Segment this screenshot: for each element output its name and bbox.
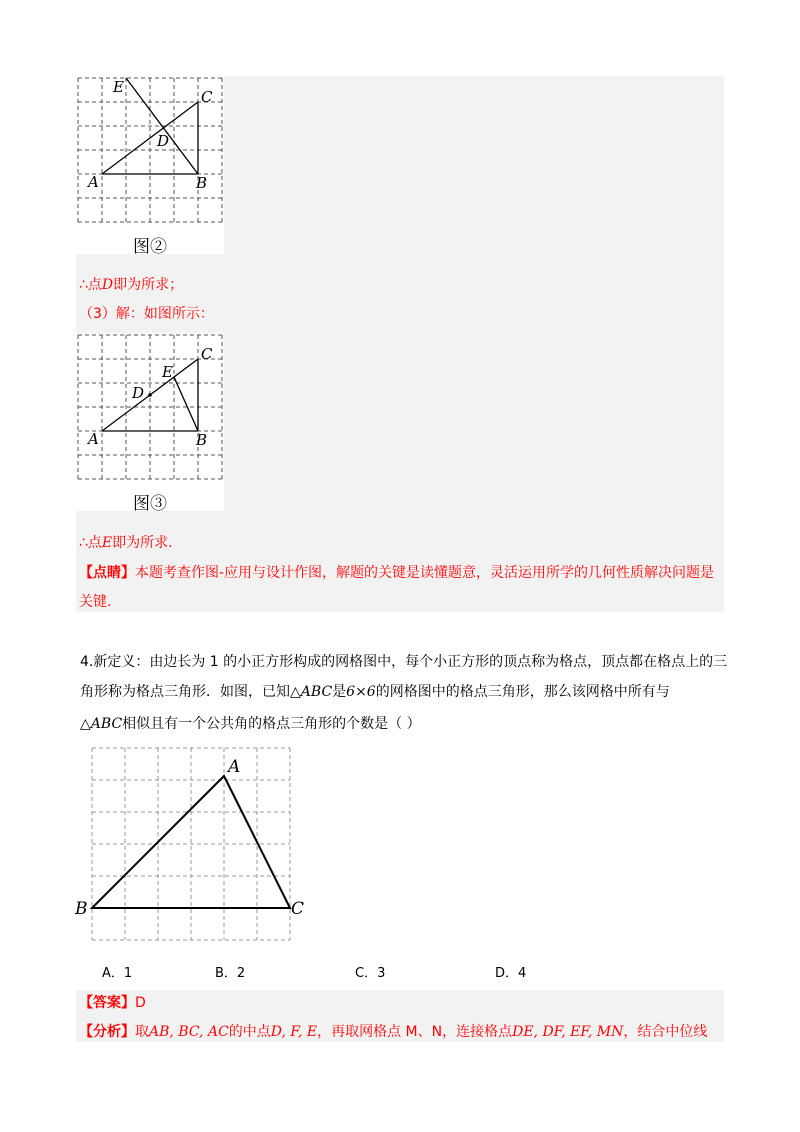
analysis-tag: 【分析】	[79, 1024, 135, 1040]
triangle-symbol-2: △	[80, 716, 91, 732]
question-text-2a: 角形称为格点三角形．如图，已知	[80, 684, 290, 700]
question-label-C: C	[291, 899, 305, 919]
fig2-label-D: D	[157, 132, 170, 150]
fig3-label-E: E	[162, 363, 173, 381]
option-a[interactable]: A．1	[102, 966, 133, 981]
triangle-abc-1: ABC	[300, 684, 333, 700]
analysis-text-1: 取	[135, 1024, 149, 1040]
question-label-B: B	[75, 899, 88, 919]
figure-3-diagram	[76, 333, 224, 511]
fig2-label-C: C	[201, 88, 213, 106]
figure-2	[76, 76, 224, 257]
comment-text-1: 本题考查作图-应用与设计作图，解题的关键是读懂题意，灵活运用所学的几何性质解决问题是	[135, 565, 715, 581]
conclusion-line-2	[79, 533, 173, 553]
analysis-text-2: 的中点	[228, 1024, 271, 1040]
analysis-text-3: ，再取网格点 M、N，连接格点	[317, 1024, 513, 1040]
conclusion-2-prefix: ∴点	[79, 535, 102, 551]
question-line-3	[80, 714, 421, 734]
option-d[interactable]: D．4	[495, 966, 527, 981]
comment-line-2: 关键.	[79, 594, 112, 610]
question-text-2b: 是	[332, 684, 347, 700]
analysis-math-3: DE, DF, EF, MN	[512, 1024, 624, 1040]
question-line-1	[80, 652, 727, 672]
question-label-A: A	[228, 757, 241, 777]
fig3-label-D: D	[132, 384, 145, 402]
figure-2-diagram	[76, 76, 224, 254]
conclusion-line-1	[79, 275, 183, 295]
question-figure-diagram	[72, 744, 312, 944]
question-text-1: 新定义：由边长为 1 的小正方形构成的网格图中，每个小正方形的顶点称为格点，顶点都在格点上的三	[93, 654, 728, 670]
comment-line-1	[79, 563, 714, 583]
figure-3-caption: 图③	[133, 494, 167, 514]
fig2-label-E: E	[113, 78, 124, 96]
analysis-text-4: ，结合中位线	[623, 1024, 708, 1040]
part-3-line: （3）解：如图所示：	[79, 306, 214, 322]
conclusion-1-suffix: 即为所求；	[113, 277, 184, 293]
comment-tag: 【点睛】	[79, 565, 135, 581]
conclusion-1-var: D	[101, 277, 114, 293]
grid-size: 6×6	[346, 684, 376, 700]
fig3-label-A: A	[88, 430, 99, 448]
fig3-label-C: C	[201, 345, 213, 363]
analysis-line	[79, 1022, 707, 1042]
question-figure	[72, 744, 312, 944]
conclusion-1-prefix: ∴点	[79, 277, 102, 293]
option-b[interactable]: B．2	[215, 966, 246, 981]
conclusion-2-suffix: 即为所求.	[112, 535, 173, 551]
figure-3	[76, 333, 224, 514]
conclusion-2-var: E	[101, 535, 113, 551]
question-number: 4.	[80, 654, 94, 670]
analysis-math-1: AB, BC, AC	[149, 1024, 229, 1040]
question-line-2	[80, 682, 670, 702]
option-c[interactable]: C．3	[355, 966, 386, 981]
question-text-2c: 的网格图中的格点三角形，那么该网格中所有与	[375, 684, 670, 700]
fig2-label-A: A	[88, 173, 99, 191]
answer-line	[79, 993, 146, 1013]
answer-tag: 【答案】	[79, 995, 135, 1011]
fig2-label-B: B	[196, 174, 208, 192]
answer-value: D	[135, 995, 146, 1011]
triangle-symbol-1: △	[290, 684, 301, 700]
question-text-3: 相似且有一个公共角的格点三角形的个数是（ ）	[122, 716, 421, 732]
analysis-math-2: D, F, E	[270, 1024, 318, 1040]
triangle-abc-2: ABC	[90, 716, 123, 732]
figure-2-caption: 图②	[133, 237, 167, 257]
fig3-label-B: B	[196, 431, 208, 449]
